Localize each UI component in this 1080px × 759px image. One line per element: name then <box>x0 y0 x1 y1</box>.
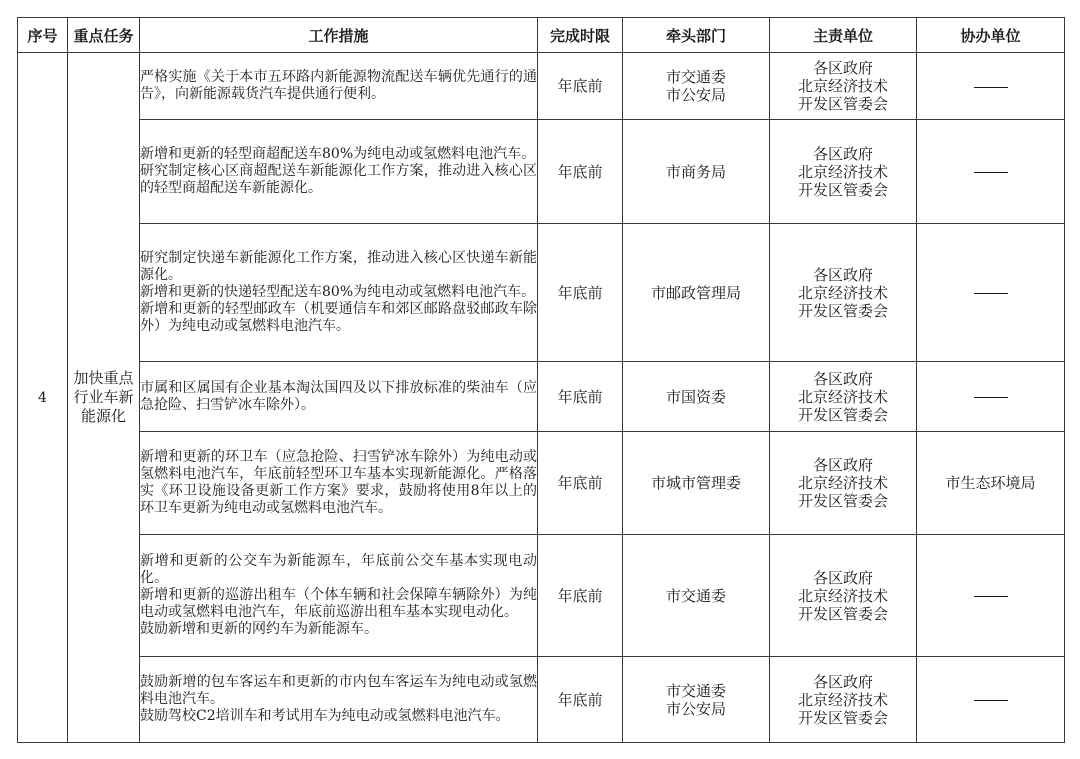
measure-paragraph: 研究制定快递车新能源化工作方案，推动进入核心区快递车新能源化。 <box>140 250 537 283</box>
responsible-unit: 北京经济技术 <box>797 77 888 95</box>
header-responsible: 主责单位 <box>770 18 917 53</box>
responsible-unit: 北京经济技术 <box>797 586 888 605</box>
measures-cell <box>140 657 538 743</box>
responsible-unit: 北京经济技术 <box>797 474 888 492</box>
lead-department: 市国资委 <box>665 387 726 406</box>
lead-department: 市商务局 <box>665 162 726 181</box>
lead-department-cell <box>623 535 770 657</box>
assisting-unit-cell <box>917 535 1065 657</box>
lead-department-cell <box>623 53 770 120</box>
responsible-unit-cell <box>770 120 917 224</box>
responsible-unit-cell <box>770 224 917 362</box>
responsible-unit: 北京经济技术 <box>797 283 888 302</box>
assisting-unit-cell <box>917 224 1065 362</box>
measure-paragraph: 新增和更新的轻型商超配送车80%为纯电动或氢燃料电池汽车。 <box>140 146 536 162</box>
table-row <box>18 224 1065 362</box>
table-row <box>18 535 1065 657</box>
responsible-unit: 开发区管委会 <box>797 405 888 424</box>
assisting-unit-cell: 市生态环境局 <box>917 432 1065 535</box>
sequence-number: 4 <box>18 53 68 743</box>
responsible-unit: 开发区管委会 <box>797 708 888 727</box>
header-deadline: 完成时限 <box>538 18 623 53</box>
table-row <box>18 657 1065 743</box>
responsible-unit: 北京经济技术 <box>797 690 888 709</box>
measure-paragraph: 新增和更新的轻型邮政车（机要通信车和郊区邮路盘驳邮政车除外）为纯电动或氢燃料电池汽车。 <box>140 301 537 334</box>
assisting-unit-cell <box>917 362 1065 432</box>
measures-table <box>17 17 1065 743</box>
table-row <box>18 53 1065 120</box>
table-row <box>18 120 1065 224</box>
responsible-unit: 北京经济技术 <box>797 162 888 181</box>
responsible-unit: 开发区管委会 <box>797 95 888 113</box>
measures-cell <box>140 53 538 120</box>
empty-dash <box>974 397 1008 398</box>
empty-dash <box>974 172 1008 173</box>
responsible-unit-cell <box>770 535 917 657</box>
measure-paragraph: 新增和更新的环卫车（应急抢险、扫雪铲冰车除外）为纯电动或氢燃料电池汽车，年底前轻型环卫车基本实现新能源化。严格落实《环卫设施设备更新工作方案》要求，鼓励将使用8年以上的环卫车更新为纯电动或氢燃料电池汽车。 <box>140 449 537 516</box>
measures-cell <box>140 432 538 535</box>
lead-department: 市公安局 <box>665 699 726 718</box>
lead-department: 市公安局 <box>665 86 726 104</box>
header-assist: 协办单位 <box>917 18 1065 53</box>
assisting-unit-cell <box>917 120 1065 224</box>
measure-paragraph: 新增和更新的巡游出租车（个体车辆和社会保障车辆除外）为纯电动或氢燃料电池汽车，年底前巡游出租车基本实现电动化。 <box>140 587 537 620</box>
deadline-cell: 年底前 <box>538 657 623 743</box>
measure-paragraph: 新增和更新的公交车为新能源车，年底前公交车基本实现电动化。 <box>140 553 537 586</box>
responsible-unit: 开发区管委会 <box>797 180 888 199</box>
deadline-cell: 年底前 <box>538 432 623 535</box>
assisting-unit-cell <box>917 53 1065 120</box>
empty-dash <box>974 700 1008 701</box>
measures-cell <box>140 535 538 657</box>
responsible-unit-cell <box>770 432 917 535</box>
responsible-unit: 北京经济技术 <box>797 387 888 406</box>
table-body <box>18 53 1065 743</box>
responsible-unit: 各区政府 <box>812 144 873 163</box>
responsible-unit: 各区政府 <box>812 672 873 691</box>
table-row <box>18 432 1065 535</box>
lead-department-cell <box>623 120 770 224</box>
responsible-unit-cell <box>770 362 917 432</box>
lead-department: 市交通委 <box>665 586 726 605</box>
empty-dash <box>974 596 1008 597</box>
responsible-unit: 各区政府 <box>812 456 873 474</box>
measures-cell <box>140 120 538 224</box>
lead-department: 市交通委 <box>665 68 726 86</box>
lead-department-cell <box>623 362 770 432</box>
empty-dash <box>974 293 1008 294</box>
measure-paragraph: 研究制定核心区商超配送车新能源化工作方案，推动进入核心区的轻型商超配送车新能源化。 <box>140 163 537 196</box>
header-row <box>18 18 1065 53</box>
deadline-cell: 年底前 <box>538 120 623 224</box>
header-lead: 牵头部门 <box>623 18 770 53</box>
header-measures: 工作措施 <box>140 18 538 53</box>
lead-department-cell <box>623 432 770 535</box>
lead-department-cell <box>623 224 770 362</box>
responsible-unit-cell <box>770 53 917 120</box>
measure-paragraph: 鼓励新增的包车客运车和更新的市内包车客运车为纯电动或氢燃料电池汽车。 <box>140 674 537 707</box>
lead-department: 市交通委 <box>665 681 726 700</box>
measure-paragraph: 鼓励驾校C2培训车和考试用车为纯电动或氢燃料电池汽车。 <box>140 708 510 724</box>
deadline-cell: 年底前 <box>538 53 623 120</box>
lead-department-cell <box>623 657 770 743</box>
measures-cell <box>140 362 538 432</box>
lead-department: 市邮政管理局 <box>650 283 741 302</box>
responsible-unit: 各区政府 <box>812 568 873 587</box>
measure-paragraph: 严格实施《关于本市五环路内新能源物流配送车辆优先通行的通告》，向新能源载货汽车提供通行便利。 <box>140 69 537 102</box>
responsible-unit-cell <box>770 657 917 743</box>
deadline-cell: 年底前 <box>538 362 623 432</box>
empty-dash <box>974 87 1008 88</box>
measures-cell <box>140 224 538 362</box>
responsible-unit: 各区政府 <box>812 265 873 284</box>
measure-paragraph: 市属和区属国有企业基本淘汰国四及以下排放标准的柴油车（应急抢险、扫雪铲冰车除外）。 <box>140 379 537 413</box>
responsible-unit: 各区政府 <box>812 59 873 77</box>
key-task: 加快重点行业车新能源化 <box>68 53 140 743</box>
deadline-cell: 年底前 <box>538 535 623 657</box>
responsible-unit: 开发区管委会 <box>797 301 888 320</box>
deadline-cell: 年底前 <box>538 224 623 362</box>
header-seq: 序号 <box>18 18 68 53</box>
responsible-unit: 开发区管委会 <box>797 604 888 623</box>
assisting-unit-cell <box>917 657 1065 743</box>
measure-paragraph: 鼓励新增和更新的网约车为新能源车。 <box>140 621 378 637</box>
lead-department: 市城市管理委 <box>650 474 741 492</box>
measure-paragraph: 新增和更新的快递轻型配送车80%为纯电动或氢燃料电池汽车。 <box>140 284 536 300</box>
responsible-unit: 各区政府 <box>812 369 873 388</box>
header-task: 重点任务 <box>68 18 140 53</box>
table-row <box>18 362 1065 432</box>
responsible-unit: 开发区管委会 <box>797 492 888 510</box>
